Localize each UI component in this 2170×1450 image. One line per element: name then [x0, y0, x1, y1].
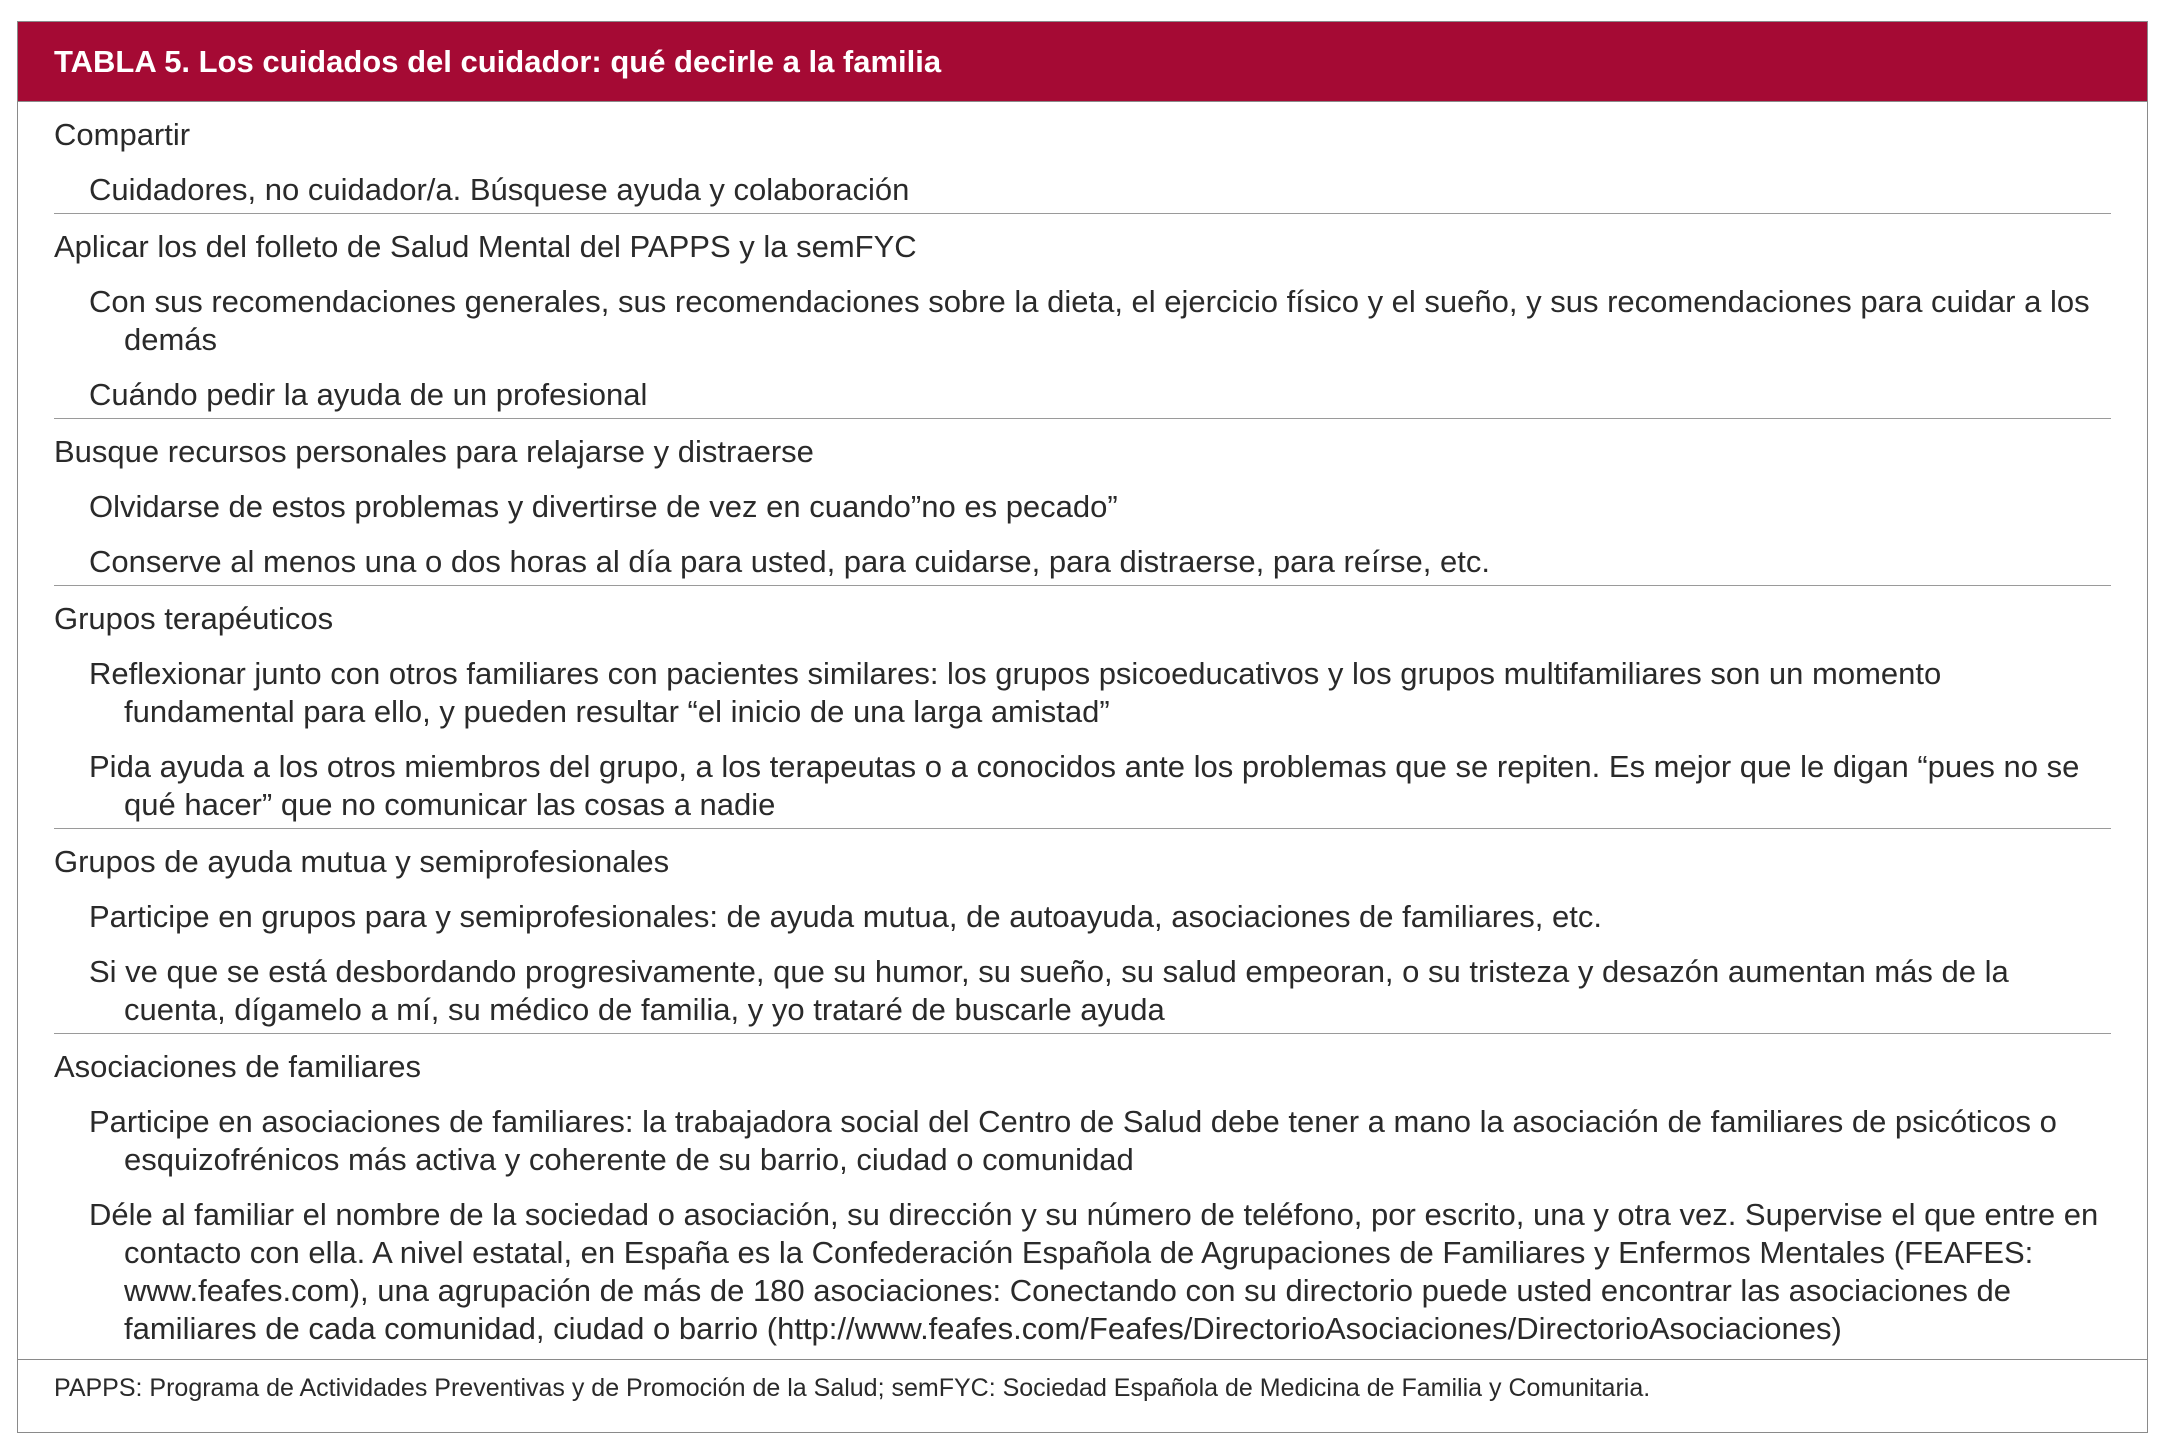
table-footnote: PAPPS: Programa de Actividades Preventivas y de Promoción de la Salud; semFYC: Sociedad Española de Medicina de Familia y Comunitaria.: [18, 1359, 2147, 1404]
list-item: Participe en asociaciones de familiares: la trabajadora social del Centro de Salud debe tener a mano la asociación de familiares de psicóticos o esquizofrénicos más activa y coherente de su barrio, ciudad o comunidad: [89, 1104, 2057, 1177]
list-item: Conserve al menos una o dos horas al día para usted, para cuidarse, para distraerse, para reírse, etc.: [89, 544, 1490, 579]
section-compartir: [54, 102, 2111, 214]
list-item: Reflexionar junto con otros familiares con pacientes similares: los grupos psicoeducativos y los grupos multifamiliares son un momento fundamental para ello, y pueden resultar “el inicio de una larga amistad”: [89, 656, 1942, 729]
list-item: Olvidarse de estos problemas y divertirse de vez en cuando”no es pecado”: [89, 489, 1118, 524]
section-folleto: [54, 214, 2111, 419]
table-frame: [17, 21, 2148, 1433]
section-heading: Aplicar los del folleto de Salud Mental del PAPPS y la semFYC: [54, 229, 917, 264]
table-header: [18, 22, 2147, 102]
table-title: TABLA 5. Los cuidados del cuidador: qué decirle a la familia: [54, 43, 942, 79]
list-item: Si ve que se está desbordando progresivamente, que su humor, su sueño, su salud empeoran, o su tristeza y desazón aumentan más de la cuenta, dígamelo a mí, su médico de familia, y yo trataré de buscarle ayuda: [89, 954, 2009, 1027]
section-heading: Compartir: [54, 117, 191, 152]
list-item: Déle al familiar el nombre de la sociedad o asociación, su dirección y su número de teléfono, por escrito, una y otra vez. Supervise el que entre en contacto con ella. A nivel estatal, en España es la Confederación Española de Agrupaciones de Familiares y Enfermos Mentales (FEAFES: www.feafes.com), una agrupación de más de 180 asociaciones: Conectando con su directorio puede usted encontrar las asociaciones de familiares de cada comunidad, ciudad o barrio (http://www.feafes.com/Feafes/DirectorioAsociaciones/DirectorioAsociaciones): [89, 1197, 2099, 1346]
section-heading: Busque recursos personales para relajarse y distraerse: [54, 434, 814, 469]
section-heading: Grupos de ayuda mutua y semiprofesionales: [54, 844, 670, 879]
section-ayuda-mutua: [54, 829, 2111, 1034]
section-heading: Grupos terapéuticos: [54, 601, 334, 636]
list-item: Con sus recomendaciones generales, sus recomendaciones sobre la dieta, el ejercicio físico y el sueño, y sus recomendaciones para cuidar a los demás: [89, 284, 2090, 357]
list-item: Pida ayuda a los otros miembros del grupo, a los terapeutas o a conocidos ante los problemas que se repiten. Es mejor que le digan “pues no se qué hacer” que no comunicar las cosas a nadie: [89, 749, 2080, 822]
list-item: Participe en grupos para y semiprofesionales: de ayuda mutua, de autoayuda, asociaciones de familiares, etc.: [89, 899, 1602, 934]
list-item: Cuidadores, no cuidador/a. Búsquese ayuda y colaboración: [89, 172, 910, 207]
list-item: Cuándo pedir la ayuda de un profesional: [89, 377, 648, 412]
section-heading: Asociaciones de familiares: [54, 1049, 422, 1084]
table-body: [18, 102, 2147, 1352]
section-recursos-personales: [54, 419, 2111, 586]
section-asociaciones: [54, 1034, 2111, 1352]
section-grupos-terapeuticos: [54, 586, 2111, 829]
